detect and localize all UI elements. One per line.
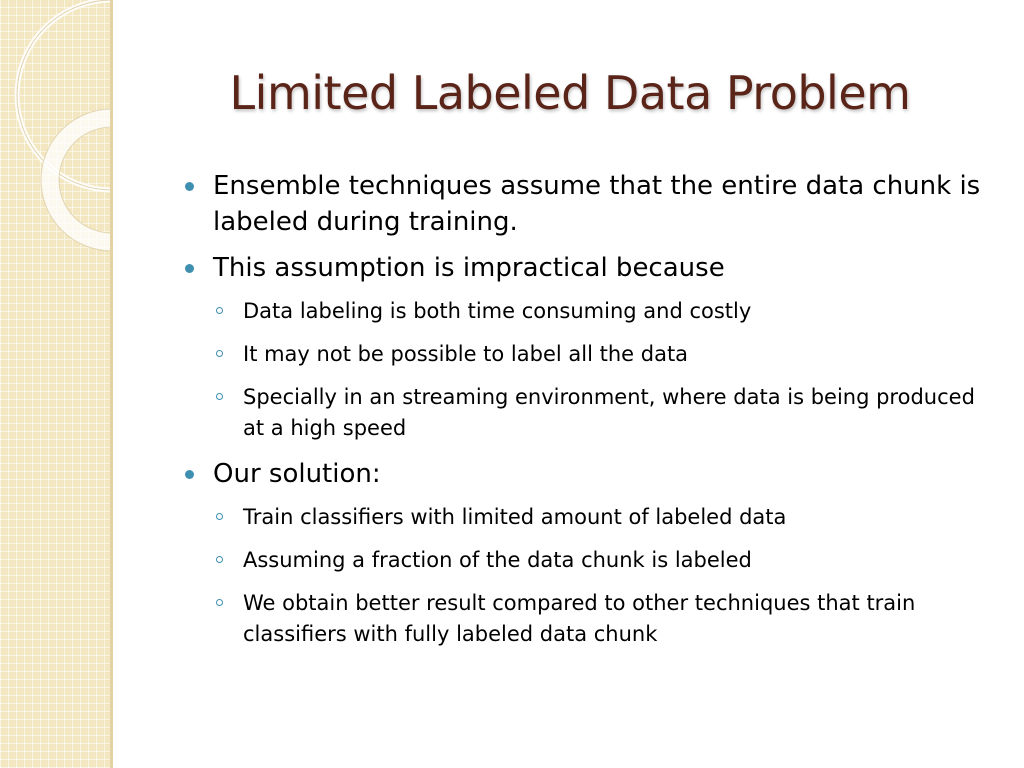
sub-bullet-item xyxy=(183,339,993,370)
bullet-text: This assumption is impractical because xyxy=(213,253,725,283)
hollow-circle-bullet-icon xyxy=(216,393,223,400)
sub-bullet-item xyxy=(183,296,993,327)
sub-bullet-text: Assuming a fraction of the data chunk is labeled xyxy=(243,548,752,572)
decorative-side-panel xyxy=(0,0,113,768)
sub-bullet-text: It may not be possible to label all the data xyxy=(243,342,689,366)
bullet-item xyxy=(183,456,993,492)
sub-bullet-text: Data labeling is both time consuming and costly xyxy=(243,299,752,323)
sub-bullet-item xyxy=(183,545,993,576)
side-panel-edge xyxy=(110,0,113,768)
slide-title: Limited Labeled Data Problem xyxy=(229,66,911,120)
bullet-item xyxy=(183,168,993,240)
filled-circle-bullet-icon xyxy=(185,470,194,479)
bullet-text: Our solution: xyxy=(213,459,381,489)
filled-circle-bullet-icon xyxy=(185,264,194,273)
sub-bullet-item xyxy=(183,382,993,444)
bullet-item xyxy=(183,250,993,286)
hollow-circle-bullet-icon xyxy=(216,307,223,314)
sub-bullet-text: Train classifiers with limited amount of labeled data xyxy=(243,505,787,529)
filled-circle-bullet-icon xyxy=(185,182,194,191)
bullet-list xyxy=(183,168,993,662)
hollow-circle-bullet-icon xyxy=(216,556,223,563)
decorative-circles-icon xyxy=(0,0,113,768)
bullet-text: Ensemble techniques assume that the entire data chunk is labeled during training. xyxy=(213,171,981,237)
sub-bullet-item xyxy=(183,588,993,650)
sub-bullet-text: Specially in an streaming environment, where data is being produced at a high speed xyxy=(243,385,975,440)
hollow-circle-bullet-icon xyxy=(216,513,223,520)
sub-bullet-text: We obtain better result compared to other techniques that train classifiers with fully labeled data chunk xyxy=(243,591,916,646)
hollow-circle-bullet-icon xyxy=(216,599,223,606)
hollow-circle-bullet-icon xyxy=(216,350,223,357)
sub-bullet-item xyxy=(183,502,993,533)
